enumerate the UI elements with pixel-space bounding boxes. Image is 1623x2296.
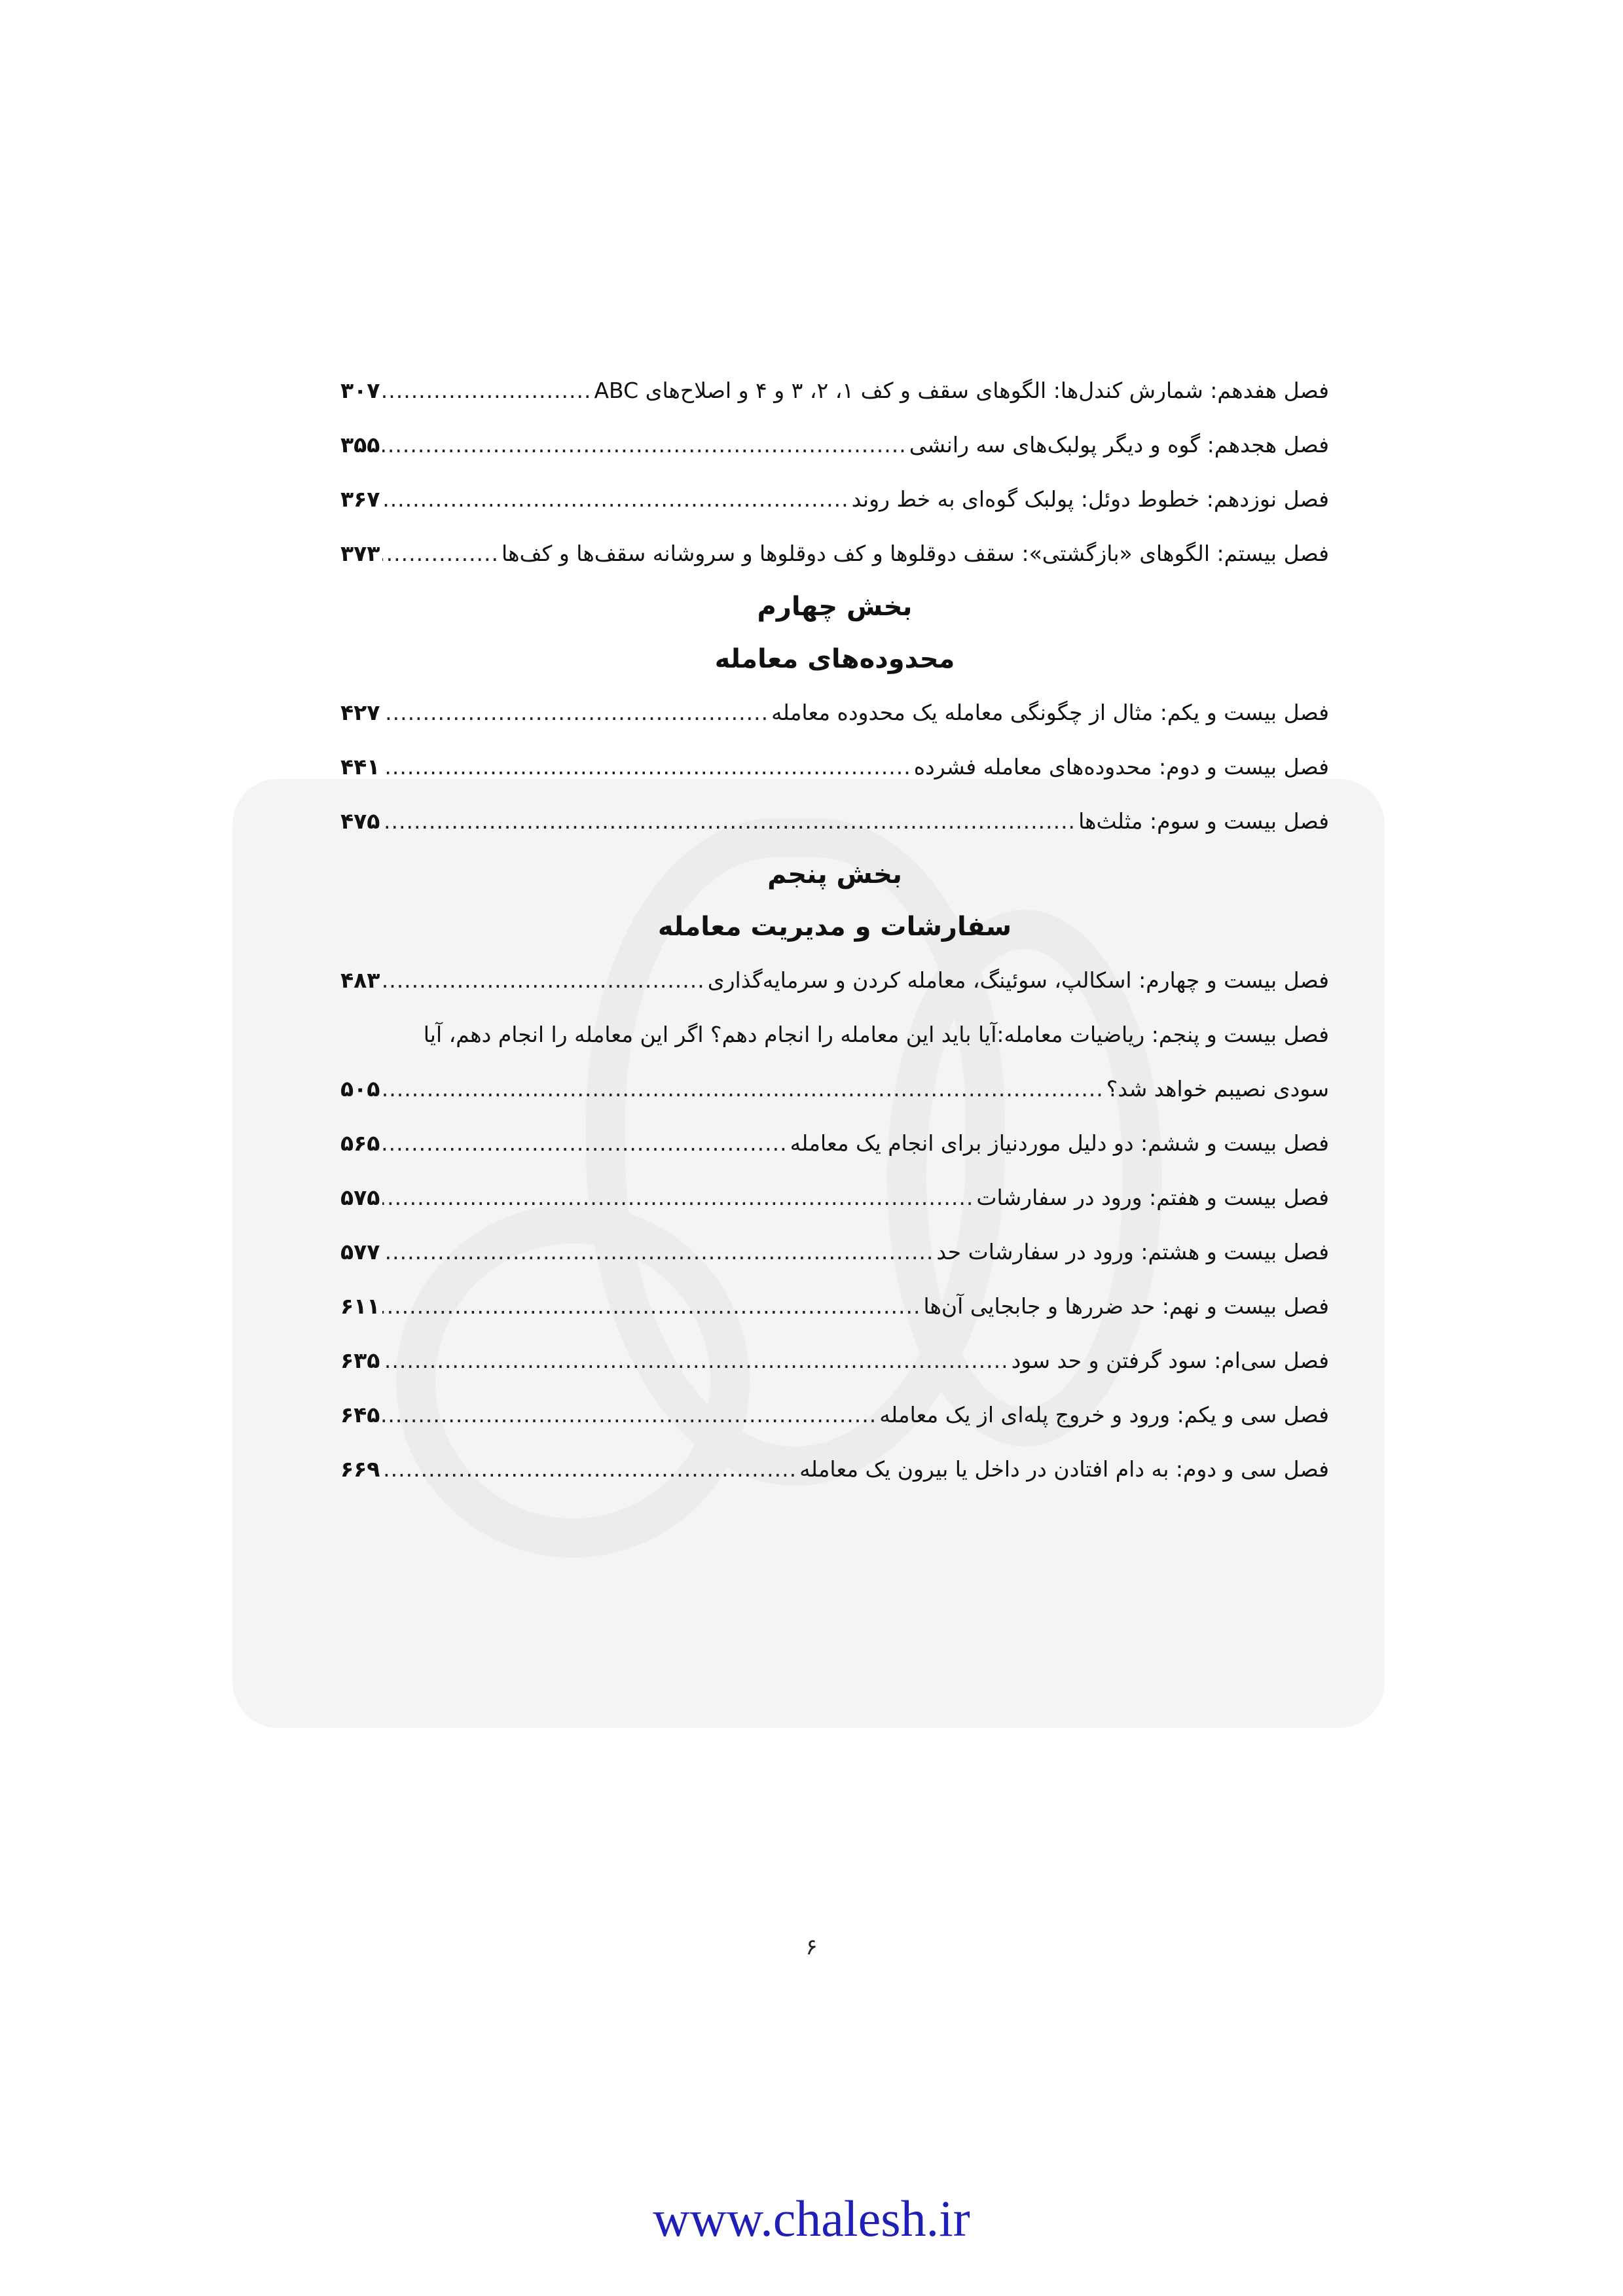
toc-entry[interactable] [340,1116,1329,1170]
toc-entry-page: ۵۶۵ [340,1130,380,1156]
toc-entry[interactable] [340,1333,1329,1388]
toc-leader-dots [382,794,1076,848]
toc-leader-dots [382,418,906,472]
toc-leader-dots [382,363,591,418]
part-5-label: بخش پنجم [767,859,902,889]
toc-leader-dots [382,953,704,1007]
part-5-title: سفارشات و مدیریت معامله [657,912,1012,942]
toc-entry-title: فصل هجدهم: گوه و دیگر پولبک‌های سه رانشی [909,432,1329,457]
part-4-label: بخش چهارم [757,592,913,622]
toc-entry[interactable] [340,794,1329,848]
toc-entry-page: ۶۶۹ [340,1456,380,1482]
toc-entry-title: فصل سی و یکم: ورود و خروج پله‌ای از یک معامله [879,1402,1329,1427]
toc-entry-page: ۶۳۵ [340,1348,380,1373]
toc-leader-dots [382,1333,1008,1388]
toc-entry-page: ۳۷۳ [340,541,380,566]
toc-leader-dots [382,526,499,581]
toc-entry[interactable] [340,685,1329,740]
toc-entry-title: فصل بیستم: الگوهای «بازگشتی»: سقف دوقلوها و کف دوقلوها و سروشانه سقف‌ها و کف‌ها [501,541,1329,566]
toc-leader-dots [382,1442,797,1496]
toc-entry-title-continued: سودی نصیبم خواهد شد؟ [1106,1076,1329,1102]
toc-entry-title: فصل بیست و دوم: محدوده‌های معامله فشرده [913,754,1329,780]
toc-entry[interactable] [340,1170,1329,1225]
toc-entry-title: فصل بیست و هشتم: ورود در سفارشات حد [936,1239,1329,1265]
toc-entry-page: ۴۸۳ [340,967,380,993]
toc-entry-title: فصل نوزدهم: خطوط دوئل: پولبک گوه‌ای به خط روند [851,486,1329,512]
toc-entry[interactable] [340,1388,1329,1442]
toc-entry-page: ۴۷۵ [340,808,380,834]
toc-entry[interactable] [340,526,1329,581]
toc-leader-dots [382,1388,877,1442]
toc-leader-dots [382,1225,934,1279]
toc-entry-multiline-first[interactable] [340,1007,1329,1062]
toc-entry-title: فصل سی‌ام: سود گرفتن و حد سود [1011,1348,1329,1373]
toc-entry-page: ۵۷۷ [340,1239,380,1265]
toc-entry-page: ۵۷۵ [340,1185,380,1210]
toc-entry-page: ۳۶۷ [340,486,380,512]
part-4-title: محدوده‌های معامله [714,644,955,674]
toc-entry-title: فصل بیست و ششم: دو دلیل موردنیاز برای انجام یک معامله [790,1130,1329,1156]
toc-entry-page: ۶۴۵ [340,1402,380,1427]
website-link[interactable]: www.chalesh.ir [653,2190,970,2247]
toc-leader-dots [382,472,848,526]
toc-entry[interactable] [340,740,1329,794]
toc-leader-dots [382,1116,787,1170]
toc-entry-title: فصل بیست و نهم: حد ضررها و جابجایی آن‌ها [923,1293,1329,1319]
toc-entry[interactable] [340,363,1329,418]
toc-entry-page: ۴۴۱ [340,754,380,780]
toc-leader-dots [382,685,769,740]
toc-entry[interactable] [340,953,1329,1007]
table-of-contents [340,363,1329,1496]
toc-leader-dots [382,1062,1103,1116]
toc-entry-page: ۳۵۵ [340,432,380,457]
toc-entry-title: فصل بیست و پنجم: ریاضیات معامله:آیا باید این معامله را انجام دهم؟ اگر این معامله را انجام دهم، آیا [423,1022,1329,1047]
toc-entry-title: فصل بیست و هفتم: ورود در سفارشات [976,1185,1329,1210]
toc-entry-page: ۶۱۱ [340,1293,380,1319]
toc-entry-page: ۳۰۷ [340,378,380,403]
toc-entry[interactable] [340,472,1329,526]
toc-entry-title: فصل بیست و سوم: مثلث‌ها [1078,808,1329,834]
toc-entry-title: فصل هفدهم: شمارش کندل‌ها: الگوهای سقف و کف ۱، ۲، ۳ و ۴ و اصلاح‌های ABC [594,378,1329,403]
toc-entry-title: فصل سی و دوم: به دام افتادن در داخل یا بیرون یک معامله [799,1456,1329,1482]
toc-leader-dots [382,740,911,794]
toc-entry-page: ۴۲۷ [340,700,380,725]
page-number: ۶ [805,1934,818,1960]
toc-leader-dots [382,1279,921,1333]
toc-entry-page: ۵۰۵ [340,1076,380,1102]
toc-leader-dots [382,1170,974,1225]
toc-entry[interactable] [340,1279,1329,1333]
toc-entry[interactable] [340,418,1329,472]
toc-entry[interactable] [340,1442,1329,1496]
toc-entry[interactable] [340,1225,1329,1279]
toc-entry-multiline-second[interactable] [340,1062,1329,1116]
toc-entry-title: فصل بیست و یکم: مثال از چگونگی معامله یک محدوده معامله [771,700,1329,725]
toc-entry-title: فصل بیست و چهارم: اسکالپ، سوئینگ، معامله کردن و سرمایه‌گذاری [707,967,1329,993]
